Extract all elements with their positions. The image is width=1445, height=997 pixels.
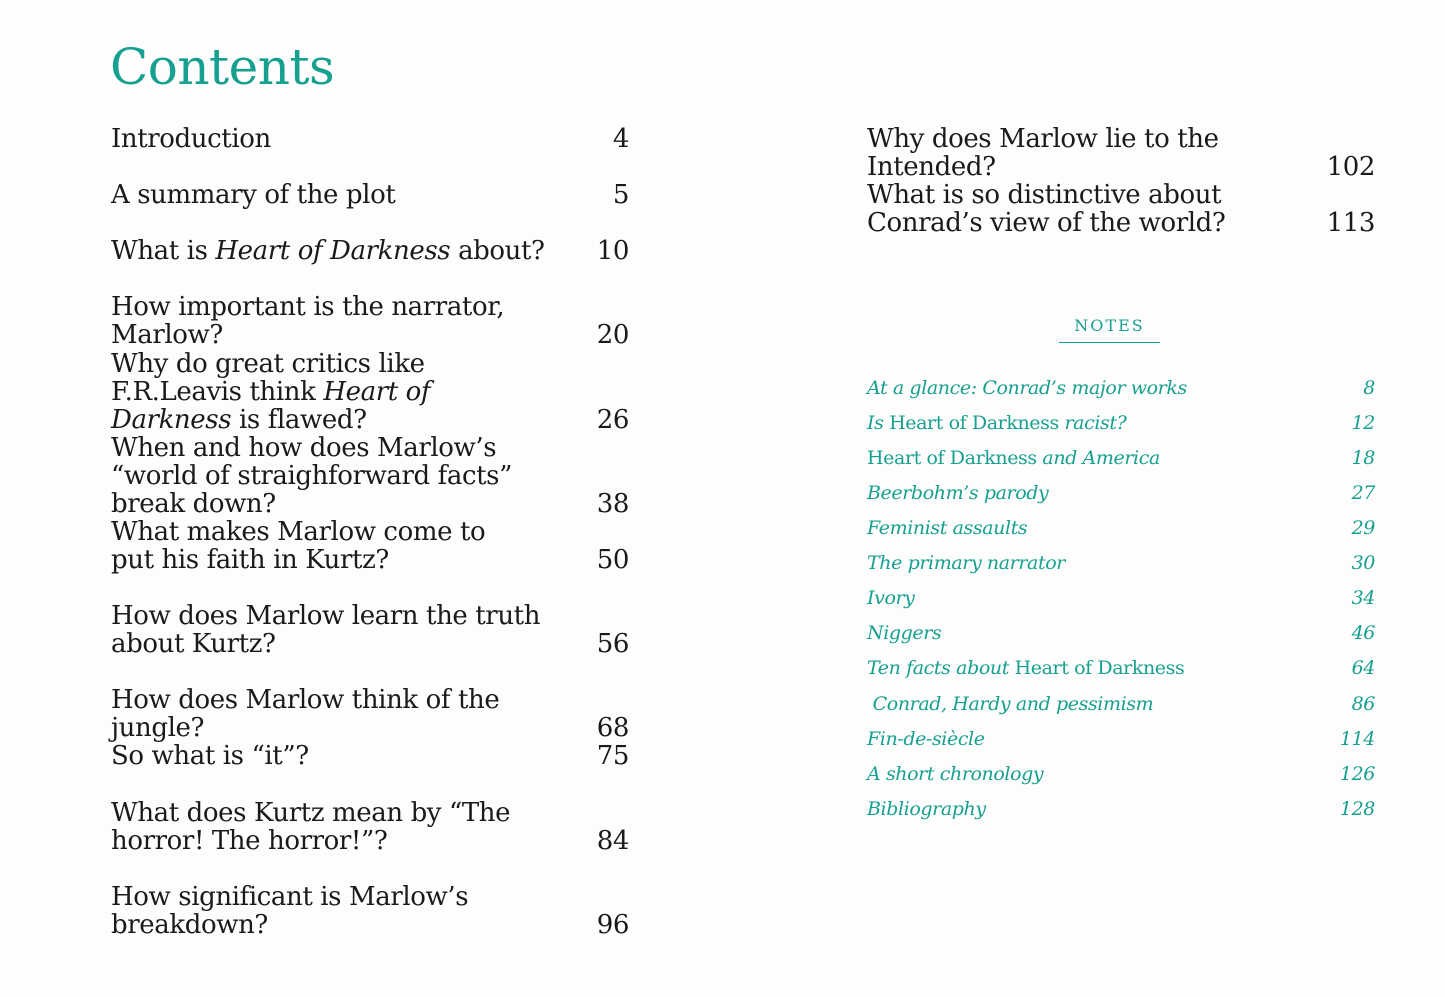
toc-entry-page: 4 xyxy=(612,124,629,154)
toc-entry-page: 96 xyxy=(596,910,629,940)
toc-entry-title: How important is the narrator, Marlow? xyxy=(111,292,505,350)
toc-entry-page: 50 xyxy=(596,545,629,575)
toc-entry-title: What is so distinctive about Conrad’s view of the world? xyxy=(867,180,1226,238)
note-page: 18 xyxy=(1351,447,1375,469)
note-page: 27 xyxy=(1351,482,1375,504)
toc-entry-page: 20 xyxy=(596,320,629,350)
note-title: Conrad, Hardy and pessimism xyxy=(867,693,1154,715)
note-title: Heart of Darkness and America xyxy=(867,447,1160,469)
note-page: 34 xyxy=(1351,587,1375,609)
note-page: 64 xyxy=(1351,657,1375,679)
toc-entry[interactable] xyxy=(111,293,629,349)
note-title: Bibliography xyxy=(867,798,986,820)
note-title: Beerbohm’s parody xyxy=(867,482,1049,504)
toc-entry[interactable] xyxy=(111,350,629,434)
note-title: At a glance: Conrad’s major works xyxy=(867,377,1187,399)
toc-entry-page: 113 xyxy=(1326,208,1375,238)
note-title: Feminist assaults xyxy=(867,517,1028,539)
toc-entry-page: 68 xyxy=(596,713,629,743)
note-page: 30 xyxy=(1351,552,1375,574)
note-entry[interactable] xyxy=(867,657,1375,679)
note-page: 46 xyxy=(1351,622,1375,644)
note-entry[interactable] xyxy=(867,587,1375,609)
toc-entry[interactable] xyxy=(867,125,1375,181)
note-page: 8 xyxy=(1363,377,1375,399)
toc-entry-page: 84 xyxy=(596,826,629,856)
page-title: Contents xyxy=(110,38,335,96)
toc-entry[interactable] xyxy=(867,181,1375,237)
note-entry[interactable] xyxy=(867,447,1375,469)
note-title: Niggers xyxy=(867,622,942,644)
notes-heading: NOTES xyxy=(1059,316,1160,343)
note-entry[interactable] xyxy=(867,377,1375,399)
toc-entry-title: How significant is Marlow’s breakdown? xyxy=(111,882,469,940)
toc-entry-page: 26 xyxy=(596,405,629,435)
toc-entry-title: Why does Marlow lie to the Intended? xyxy=(867,124,1219,182)
toc-entry-title: So what is “it”? xyxy=(111,741,309,771)
toc-entry[interactable] xyxy=(111,883,629,939)
note-page: 29 xyxy=(1351,517,1375,539)
toc-entry-page: 5 xyxy=(612,180,629,210)
note-title: Ivory xyxy=(867,587,915,609)
toc-entry[interactable] xyxy=(111,686,629,742)
toc-entry-page: 75 xyxy=(596,741,629,771)
note-title: The primary narrator xyxy=(867,552,1065,574)
note-entry[interactable] xyxy=(867,693,1375,715)
note-entry[interactable] xyxy=(867,622,1375,644)
toc-entry-title: Why do great critics like F.R.Leavis think Heart of Darkness is flawed? xyxy=(111,349,431,435)
note-entry[interactable] xyxy=(867,517,1375,539)
note-page: 114 xyxy=(1339,728,1375,750)
toc-entry-title: Introduction xyxy=(111,124,271,154)
toc-entry-page: 38 xyxy=(596,489,629,519)
toc-entry[interactable] xyxy=(111,518,629,574)
toc-entry-title: When and how does Marlow’s “world of straighforward facts” break down? xyxy=(111,433,512,519)
toc-entry[interactable] xyxy=(111,602,629,658)
note-entry[interactable] xyxy=(867,412,1375,434)
note-title: Ten facts about Heart of Darkness xyxy=(867,657,1185,679)
note-title: A short chronology xyxy=(867,763,1044,785)
toc-entry-title: What does Kurtz mean by “The horror! The horror!”? xyxy=(111,798,511,856)
note-title: Is Heart of Darkness racist? xyxy=(867,412,1127,434)
toc-entry[interactable] xyxy=(111,742,629,770)
toc-entry[interactable] xyxy=(111,434,629,518)
toc-entry-page: 102 xyxy=(1326,152,1375,182)
note-entry[interactable] xyxy=(867,798,1375,820)
toc-entry[interactable] xyxy=(111,799,629,855)
note-entry[interactable] xyxy=(867,482,1375,504)
toc-entry-title: A summary of the plot xyxy=(111,180,396,210)
toc-entry-title: What is Heart of Darkness about? xyxy=(111,236,545,266)
toc-entry-title: How does Marlow learn the truth about Kurtz? xyxy=(111,601,541,659)
note-page: 12 xyxy=(1351,412,1375,434)
note-entry[interactable] xyxy=(867,552,1375,574)
note-page: 126 xyxy=(1339,763,1375,785)
toc-entry-page: 56 xyxy=(596,629,629,659)
toc-entry-page: 10 xyxy=(596,236,629,266)
note-entry[interactable] xyxy=(867,728,1375,750)
toc-entry[interactable] xyxy=(111,181,629,209)
note-page: 86 xyxy=(1351,693,1375,715)
note-page: 128 xyxy=(1339,798,1375,820)
note-entry[interactable] xyxy=(867,763,1375,785)
toc-entry-title: How does Marlow think of the jungle? xyxy=(111,685,500,743)
toc-entry[interactable] xyxy=(111,125,629,153)
toc-entry[interactable] xyxy=(111,237,629,265)
note-title: Fin-de-siècle xyxy=(867,728,985,750)
toc-entry-title: What makes Marlow come to put his faith in Kurtz? xyxy=(111,517,486,575)
